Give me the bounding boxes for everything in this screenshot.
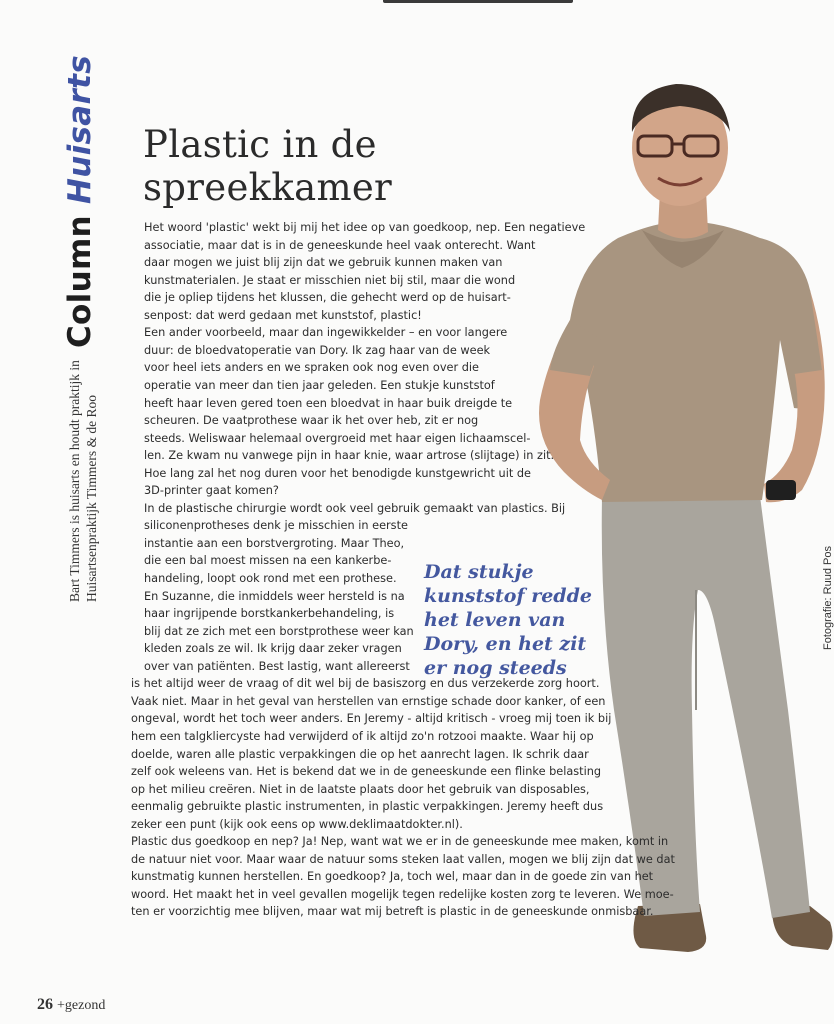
pull-quote-line1: Dat stukje: [424, 561, 534, 583]
article-headline: [143, 123, 473, 209]
body-line: Het woord 'plastic' wekt bij mij het idee op van goedkoop, nep. Een negatieve: [144, 221, 586, 234]
body-line: 3D-printer gaat komen?: [144, 484, 279, 498]
column-title-part1: Column: [62, 203, 98, 348]
author-bio-line2: Huisartsenpraktijk Timmers & de Roo: [84, 395, 99, 602]
body-line: haar ingrijpende borstkankerbehandeling, is: [144, 607, 395, 621]
headline-line1: Plastic in de: [143, 123, 377, 166]
body-line: woord. Het maakt het in veel gevallen mogelijk tegen redelijke kosten zorg te leveren. We moe-: [131, 887, 674, 901]
body-line: instantie aan een borstvergroting. Maar Theo,: [144, 536, 405, 550]
body-line: ten er voorzichtig mee blijven, maar wat mij betreft is plastic in de geneeskunde onmisbaar.: [131, 905, 654, 919]
column-title: [62, 55, 98, 348]
body-line: En Suzanne, die inmiddels weer hersteld is na: [144, 589, 405, 603]
body-line: doelde, waren alle plastic verpakkingen die op het aanrecht lagen. Ik schrik daar: [131, 747, 589, 761]
pull-quote-line5: er nog steeds: [424, 657, 567, 679]
author-bio-line1: Bart Timmers is huisarts en houdt praktijk in: [67, 360, 82, 602]
pull-quote-line4: Dory, en het zit: [424, 633, 587, 655]
body-line: over van patiënten. Best lastig, want allereerst: [144, 659, 410, 673]
pull-quote: [424, 560, 624, 680]
body-line: hem een talgkliercyste had verwijderd of ik altijd zo'n rotzooi maakte. Waar hij op: [131, 729, 594, 743]
body-line: ongeval, wordt het toch weer anders. En Jeremy - altijd kritisch - vroeg mij toen ik bij: [131, 712, 612, 726]
body-line: Een ander voorbeeld, maar dan ingewikkelder – en voor langere: [144, 326, 508, 340]
magazine-name: +gezond: [57, 998, 106, 1013]
top-rule: [383, 0, 573, 3]
body-line: In de plastische chirurgie wordt ook veel gebruik gemaakt van plastics. Bij: [144, 501, 566, 515]
body-line: Hoe lang zal het nog duren voor het benodigde kunstgewricht uit de: [144, 466, 531, 480]
body-line: voor heel iets anders en we spraken ook nog even over die: [144, 361, 479, 375]
pull-quote-line2: kunststof redde: [424, 585, 592, 607]
body-line: senpost: dat werd gedaan met kunststof, plastic!: [144, 308, 422, 322]
body-line: zelf ook weleens van. Het is bekend dat we in de geneeskunde een flinke belasting: [131, 765, 602, 779]
body-line: op het milieu creëren. Niet in de laatste plaats door het gebruik van disposables,: [131, 782, 590, 796]
body-line: duur: de bloedvatoperatie van Dory. Ik zag haar van de week: [144, 343, 491, 357]
body-line: de natuur niet voor. Maar waar de natuur soms steken laat vallen, mogen we blij zijn dat we dat: [131, 852, 675, 866]
pull-quote-line3: het leven van: [424, 609, 566, 631]
body-line: die je opliep tijdens het klussen, die gehecht werd op de huisart-: [144, 291, 511, 305]
body-line: handeling, loopt ook rond met een prothese.: [144, 572, 397, 585]
body-line: associatie, maar dat is in de geneeskunde heel vaak onterecht. Want: [144, 238, 536, 252]
body-line: operatie van meer dan tien jaar geleden. Een stukje kunststof: [144, 378, 495, 392]
body-line: eenmalig gebruikte plastic instrumenten, in plastic verpakkingen. Jeremy heeft dus: [131, 800, 604, 814]
body-line: Vaak niet. Maar in het geval van herstellen van ernstige schade door kanker, of een: [131, 694, 606, 708]
body-line: zeker een punt (kijk ook eens op www.deklimaatdokter.nl).: [131, 817, 463, 831]
body-line: scheuren. De vaatprothese waar ik het over heb, zit er nog: [144, 414, 479, 428]
body-line: die een bal moest missen na een kankerbe-: [144, 554, 392, 568]
body-line: daar mogen we juist blij zijn dat we gebruik kunnen maken van: [144, 256, 503, 270]
body-line: kunstmaterialen. Je staat er misschien niet bij stil, maar die wond: [144, 273, 516, 287]
body-line: blij dat ze zich met een borstprothese weer kan: [144, 624, 414, 638]
body-line: heeft haar leven gered toen een bloedvat in haar buik dreigde te: [144, 396, 513, 410]
page-footer: [37, 996, 105, 1014]
body-line: siliconenprotheses denk je misschien in eerste: [144, 519, 408, 533]
column-title-part2: Huisarts: [62, 55, 98, 204]
body-line: steeds. Weliswaar helemaal overgroeid met haar eigen lichaamscel-: [144, 431, 531, 445]
body-line: kunstmatig kunnen herstellen. En goedkoop? Ja, toch wel, maar dan in de goede zin van het: [131, 870, 654, 884]
page-number: 26: [37, 996, 53, 1013]
author-bio: [66, 360, 100, 602]
body-line: is het altijd weer de vraag of dit wel bij de basiszorg en dus verzekerde zorg hoort.: [131, 677, 600, 691]
headline-line2: spreekkamer: [143, 166, 393, 209]
body-line: kleden zoals ze wil. Ik krijg daar zeker vragen: [144, 642, 402, 656]
body-line: Plastic dus goedkoop en nep? Ja! Nep, want wat we er in de geneeskunde mee maken, komt in: [131, 835, 669, 849]
photo-credit: Fotografie: Ruud Pos: [822, 546, 834, 650]
body-line: len. Ze kwam nu vanwege pijn in haar knie, waar artrose (slijtage) in zit.: [144, 449, 555, 463]
